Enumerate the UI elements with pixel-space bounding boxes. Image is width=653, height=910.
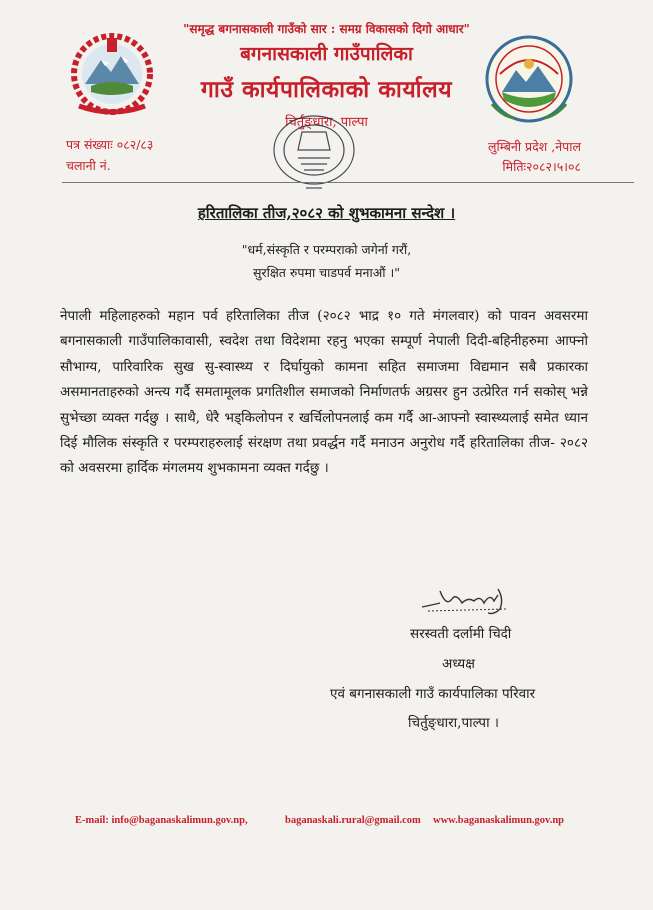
footer-email-gmail[interactable]: baganaskali.rural@gmail.com: [285, 815, 421, 826]
letter-date: मितिः२०८२।५।०८: [502, 159, 581, 174]
province-country: लुम्बिनी प्रदेश ,नेपाल: [487, 139, 581, 154]
motto: "समृद्ध बगनासकाली गाउँको सार : समग्र विकासको दिगो आधार": [183, 22, 470, 36]
office-address: चिर्तुङ्धारा, पाल्पा: [285, 115, 368, 130]
footer-email-official[interactable]: E-mail: info@baganaskalimun.gov.np,: [75, 815, 248, 826]
signer-role: अध्यक्ष: [442, 656, 475, 672]
signer-organization: एवं बगनासकाली गाउँ कार्यपालिका परिवार: [330, 686, 536, 702]
signer-name: सरस्वती दर्लामी चिदी: [410, 626, 512, 642]
message-title-text: हरितालिका तीज,२०८२ को शुभकामना सन्देश ।: [197, 204, 456, 222]
message-title: [0, 203, 653, 223]
office-name: गाउँ कार्यपालिकाको कार्यालय: [200, 76, 453, 103]
reference-number: पत्र संख्याः ०८२/८३: [66, 137, 154, 152]
footer-website[interactable]: www.baganaskalimun.gov.np: [433, 815, 565, 826]
signer-place: चिर्तुङ्धारा,पाल्पा ।: [408, 715, 499, 731]
quote-line-1: "धर्म,संस्कृति र परम्पराको जगेर्ना गरौं,: [241, 242, 412, 257]
quote-line-2: सुरक्षित रुपमा चाडपर्व मनाऔं ।": [253, 265, 400, 280]
municipality-name: बगनासकाली गाउँपालिका: [240, 43, 413, 65]
handwritten-signature-icon: [418, 585, 516, 619]
municipality-logo-icon: [482, 34, 576, 124]
message-body: नेपाली महिलाहरुको महान पर्व हरितालिका तीज (२०८२ भाद्र १० गते मंगलवार) को पावन अवसरमा बगनासकाली गाउँपालिकावासी, स्वदेश तथा विदेशमा रहनु भएका सम्पूर्ण नेपाली दिदी-बहिनीहरुमा आफ्नो सौभाग्य, पारिवारिक सुख सु-स्वास्थ्य र दिर्घायुको कामना सहित समाजमा विद्यमान सबै प्रकारका असमानताहरुको अन्त्य गर्दै समतामूलक प्रगतिशील समाजको निर्माणतर्फ अग्रसर हुन उत्प्रेरित गर्न सकोस् भन्ने सुभेच्छा व्यक्त गर्दछु । साथै, धेरै भड्किलोपन र खर्चिलोपनलाई कम गर्दै आ-आफ्नो स्वास्थ्यलाई समेत ध्यान दिई मौलिक संस्कृति र परम्पराहरुलाई संरक्षण तथा प्रवर्द्धन गर्दै मनाउन अनुरोध गर्दै हरितालिका तीज- २०८२ को अवसरमा हार्दिक मंगलमय शुभकामना व्यक्त गर्दछु ।: [60, 308, 588, 477]
header-divider: [62, 182, 634, 183]
dispatch-number: चलानी नं.: [66, 158, 111, 173]
